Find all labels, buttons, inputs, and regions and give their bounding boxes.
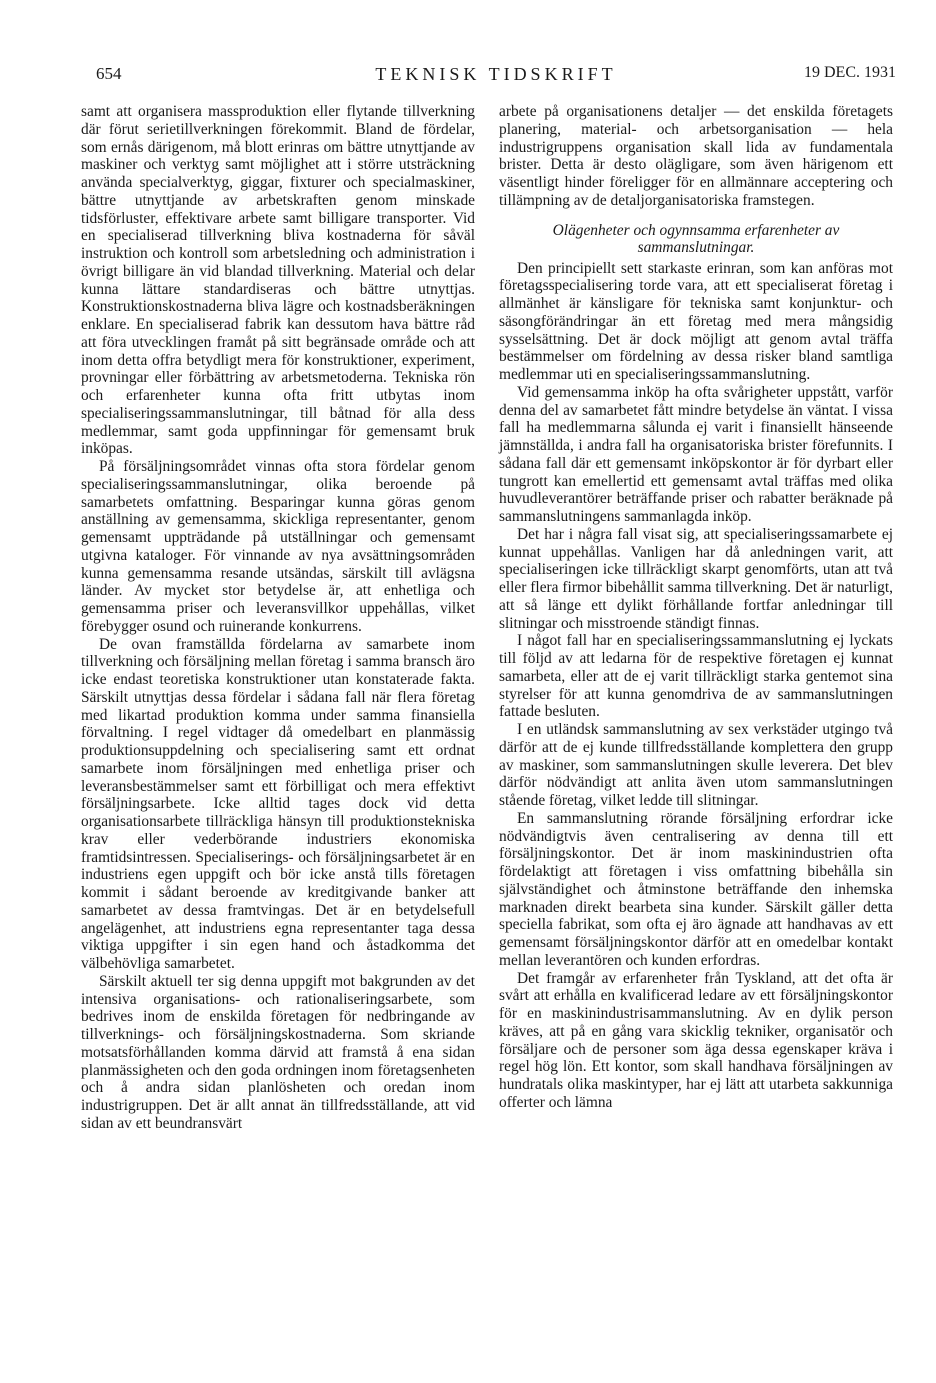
body-paragraph: På försäljningsområdet vinnas ofta stora fördelar genom specialiseringssammanslutningar, olika beroende på samarbetets omfattning. Besparingar kunna göras genom anställning av gemensamma, skickliga representanter, genom gemensamt uppträdande på utställningar och gemensamt utgivna kataloger. För vinnande av nya avsättningsområden kunna gemensamma resande utsändas, särskilt till avlägsna länder. Av mycket stor betydelse är, att enhetliga och gemensamma priser och leveransvillkor uppehållas, vilket förebygger osund och ruinerande konkurrens. [81, 458, 475, 635]
body-paragraph: Det har i några fall visat sig, att specialiseringssamarbete ej kunnat uppehållas. Vanligen har då anledningen varit, att specialiseringen icke tillräckligt skarpt genomförts, utan att två eller flera firmor bibehållit samma tillverkning. Det är naturligt, att så länge ett dylikt förhållande fortfar anledningar till slitningar och misstroende ständigt finnas. [499, 525, 893, 632]
body-paragraph: samt att organisera massproduktion eller flytande tillverkning där förut serietillverkningen förekommit. Bland de fördelar, som ernås därigenom, må blott erinras om bättre utnyttjande av maskiner och verktyg samt möjlighet att i större utsträckning använda specialverktyg, giggar, fixturer och specialmaskiner, bättre utnyttjande av arbetskraften genom minskade tidsförluster, effektivare arbete samt billigare transporter. Vid en specialiserad tillverkning bliva kostnaderna för såväl instruktion och kontroll som arbetsledning och administration i övrigt billigare än vid blandad tillverkning. Material och delar kunna lättare standardiseras och bättre utnyttjas. Konstruktionskostnaderna bliva lägre och kostnadsberäkningen enklare. En specialiserad fabrik kan dessutom hava bättre råd att föra utvecklingen framåt på sitt begränsade område och att inom detta offra betydligt mera för konstruktioner, experiment, provningar eller förbättring av arbetsmetoderna. Tekniska rön och erfarenheter kunna ofta fritt utbytas inom specialiseringssammanslutningar, till båtnad för alla dess medlemmar, samt goda uppfinningar för gemensamt bruk inköpas. [81, 103, 475, 458]
body-paragraph: Det framgår av erfarenheter från Tyskland, att det ofta är svårt att erhålla en kvalificerad ledare av ett försäljningskontor för en maskinindustrisammanslutning. Av en dylik person kräves, att på en gång vara skicklig tekniker, organisatör och försäljare och de personer som äga dessa egenskaper kräva i regel hög lön. Ett kontor, som skall handhava försäljningen av hundratals olika maskintyper, har ej lätt att utarbeta sakkunniga offerter och lämna [499, 969, 893, 1111]
page-number: 654 [96, 64, 122, 83]
continued-paragraph: arbete på organisationens detaljer — det enskilda företagets planering, material- och arbetsorganisation — hela industrigruppens organisation skall lida av fundamentala brister. Detta är desto olägligare, som även härigenom ett väsentligt hinder föreligger för en allmännare acceptering och tillämpning av de detaljorganisatoriska framstegen. [499, 103, 893, 209]
body-paragraph: I något fall har en specialiseringssammanslutning ej lyckats till följd av att ledarna för de respektive företagen ej kunnat samarbeta, eller att de ej varit tillräckligt starka gentemot sina styrelser för att kunna genomdriva de av sammanslutningen fattade besluten. [499, 632, 893, 721]
body-paragraph: Vid gemensamma inköp ha ofta svårigheter uppstått, varför denna del av samarbetet fått mindre betydelse än väntat. I vissa fall ha medlemmarna sålunda ej varit i finansiellt hänseende jämnställda, i andra fall ha organisatoriska brister förefunnits. I sådana fall där ett gemensamt inköpskontor är för dyrbart eller tungrott kan emellertid ett gemensamt avtal träffas med olika huvudleverantörer beträffande priser och rabatter beräknade på sammanslutningens sammanlagda inköp. [499, 383, 893, 525]
body-paragraph: De ovan framställda fördelarna av samarbete inom tillverkning och försäljning mellan företag i samma bransch äro icke endast teoretiska konstruktioner utan konstaterade fakta. Särskilt utnyttjas dessa fördelar i sådana fall när flera företag med likartad produktion komma under samma finansiella förvaltning. I regel vidtager då omedelbart en planmässig produktionsuppdelning och specialisering samt ett ordnat samarbete inom försäljningen med enhetliga priser och leveransbestämmelser samt ett förbilligat och mera effektivt försäljningsarbete. Icke alltid tages dock vid detta organisationsarbete tillräckliga hänsyn till produktionstekniska krav eller vederbörande industriers ekonomiska framtidsintressen. Specialiserings- och försäljningsarbetet är en industriens egen uppgift och bör icke anstå tills företagen kommit i sådant beroende av kreditgivande banker att samarbetet av dessa framtvingas. Det är en betydelsefull angelägenhet, att industriens egna representanter taga dessa viktiga uppgifter i sin egen hand och åstadkomma det välbehövliga samarbetet. [81, 635, 475, 972]
body-paragraph: I en utländsk sammanslutning av sex verkstäder utgingo två därför att de ej kunde tillfredsställande komplettera den grupp av maskiner, som sammanslutningen skulle leverera. Det blev därför nödvändigt att anlita även utom sammanslutningen stående företag, vilket ledde till slitningar. [499, 721, 893, 809]
body-paragraph: Den principiellt sett starkaste erinran, som kan anföras mot företagsspecialisering torde vara, att ett specialiserat företag i allmänhet är känsligare för tekniska samt konjunktur- och säsongförändringar än ett företag med mera mångsidig sysselsättning. Det är dock möjligt att genom avtal träffa bestämmelser om fördelning av dessa risker bland samtliga medlemmar uti en specialiseringssammanslutning. [499, 259, 893, 383]
body-paragraph: Särskilt aktuell ter sig denna uppgift mot bakgrunden av det intensiva organisations- och rationaliseringsarbete, som bedrives inom de enskilda företagen för nedbringande av tillverknings- och försäljningskostnaderna. Som skriande motsatsförhållanden komma därvid att framstå å ena sidan planmässigheten och den goda ordningen inom företagsenheten och å andra sidan planlösheten och oredan inom industrigruppen. Det är allt annat än tillfredsställande, att vid sidan av ett beundransvärt [81, 972, 475, 1132]
section-subheading: Olägenheter och ogynnsamma erfarenheter av sammanslutningar. [552, 221, 840, 256]
right-column [499, 103, 893, 1112]
issue-date: 19 DEC. 1931 [804, 64, 896, 81]
journal-title: TEKNISK TIDSKRIFT [375, 64, 617, 84]
page-header [96, 62, 896, 90]
left-column [81, 103, 475, 1133]
body-paragraph: En sammanslutning rörande försäljning erfordrar icke nödvändigtvis även centralisering av denna till ett försäljningskontor. Det är inom maskinindustrien ofta fördelaktigt att företagen i viss omfattning bibehålla sin självständighet och åtminstone beträffande den inhemska marknaden direkt bearbeta sina kunder. Särskilt gäller detta speciella fabrikat, som ofta ej äro ägnade att handhavas av ett gemensamt försäljningskontor därför att en omedelbar kontakt mellan leverantören och kunden erfordras. [499, 809, 893, 969]
